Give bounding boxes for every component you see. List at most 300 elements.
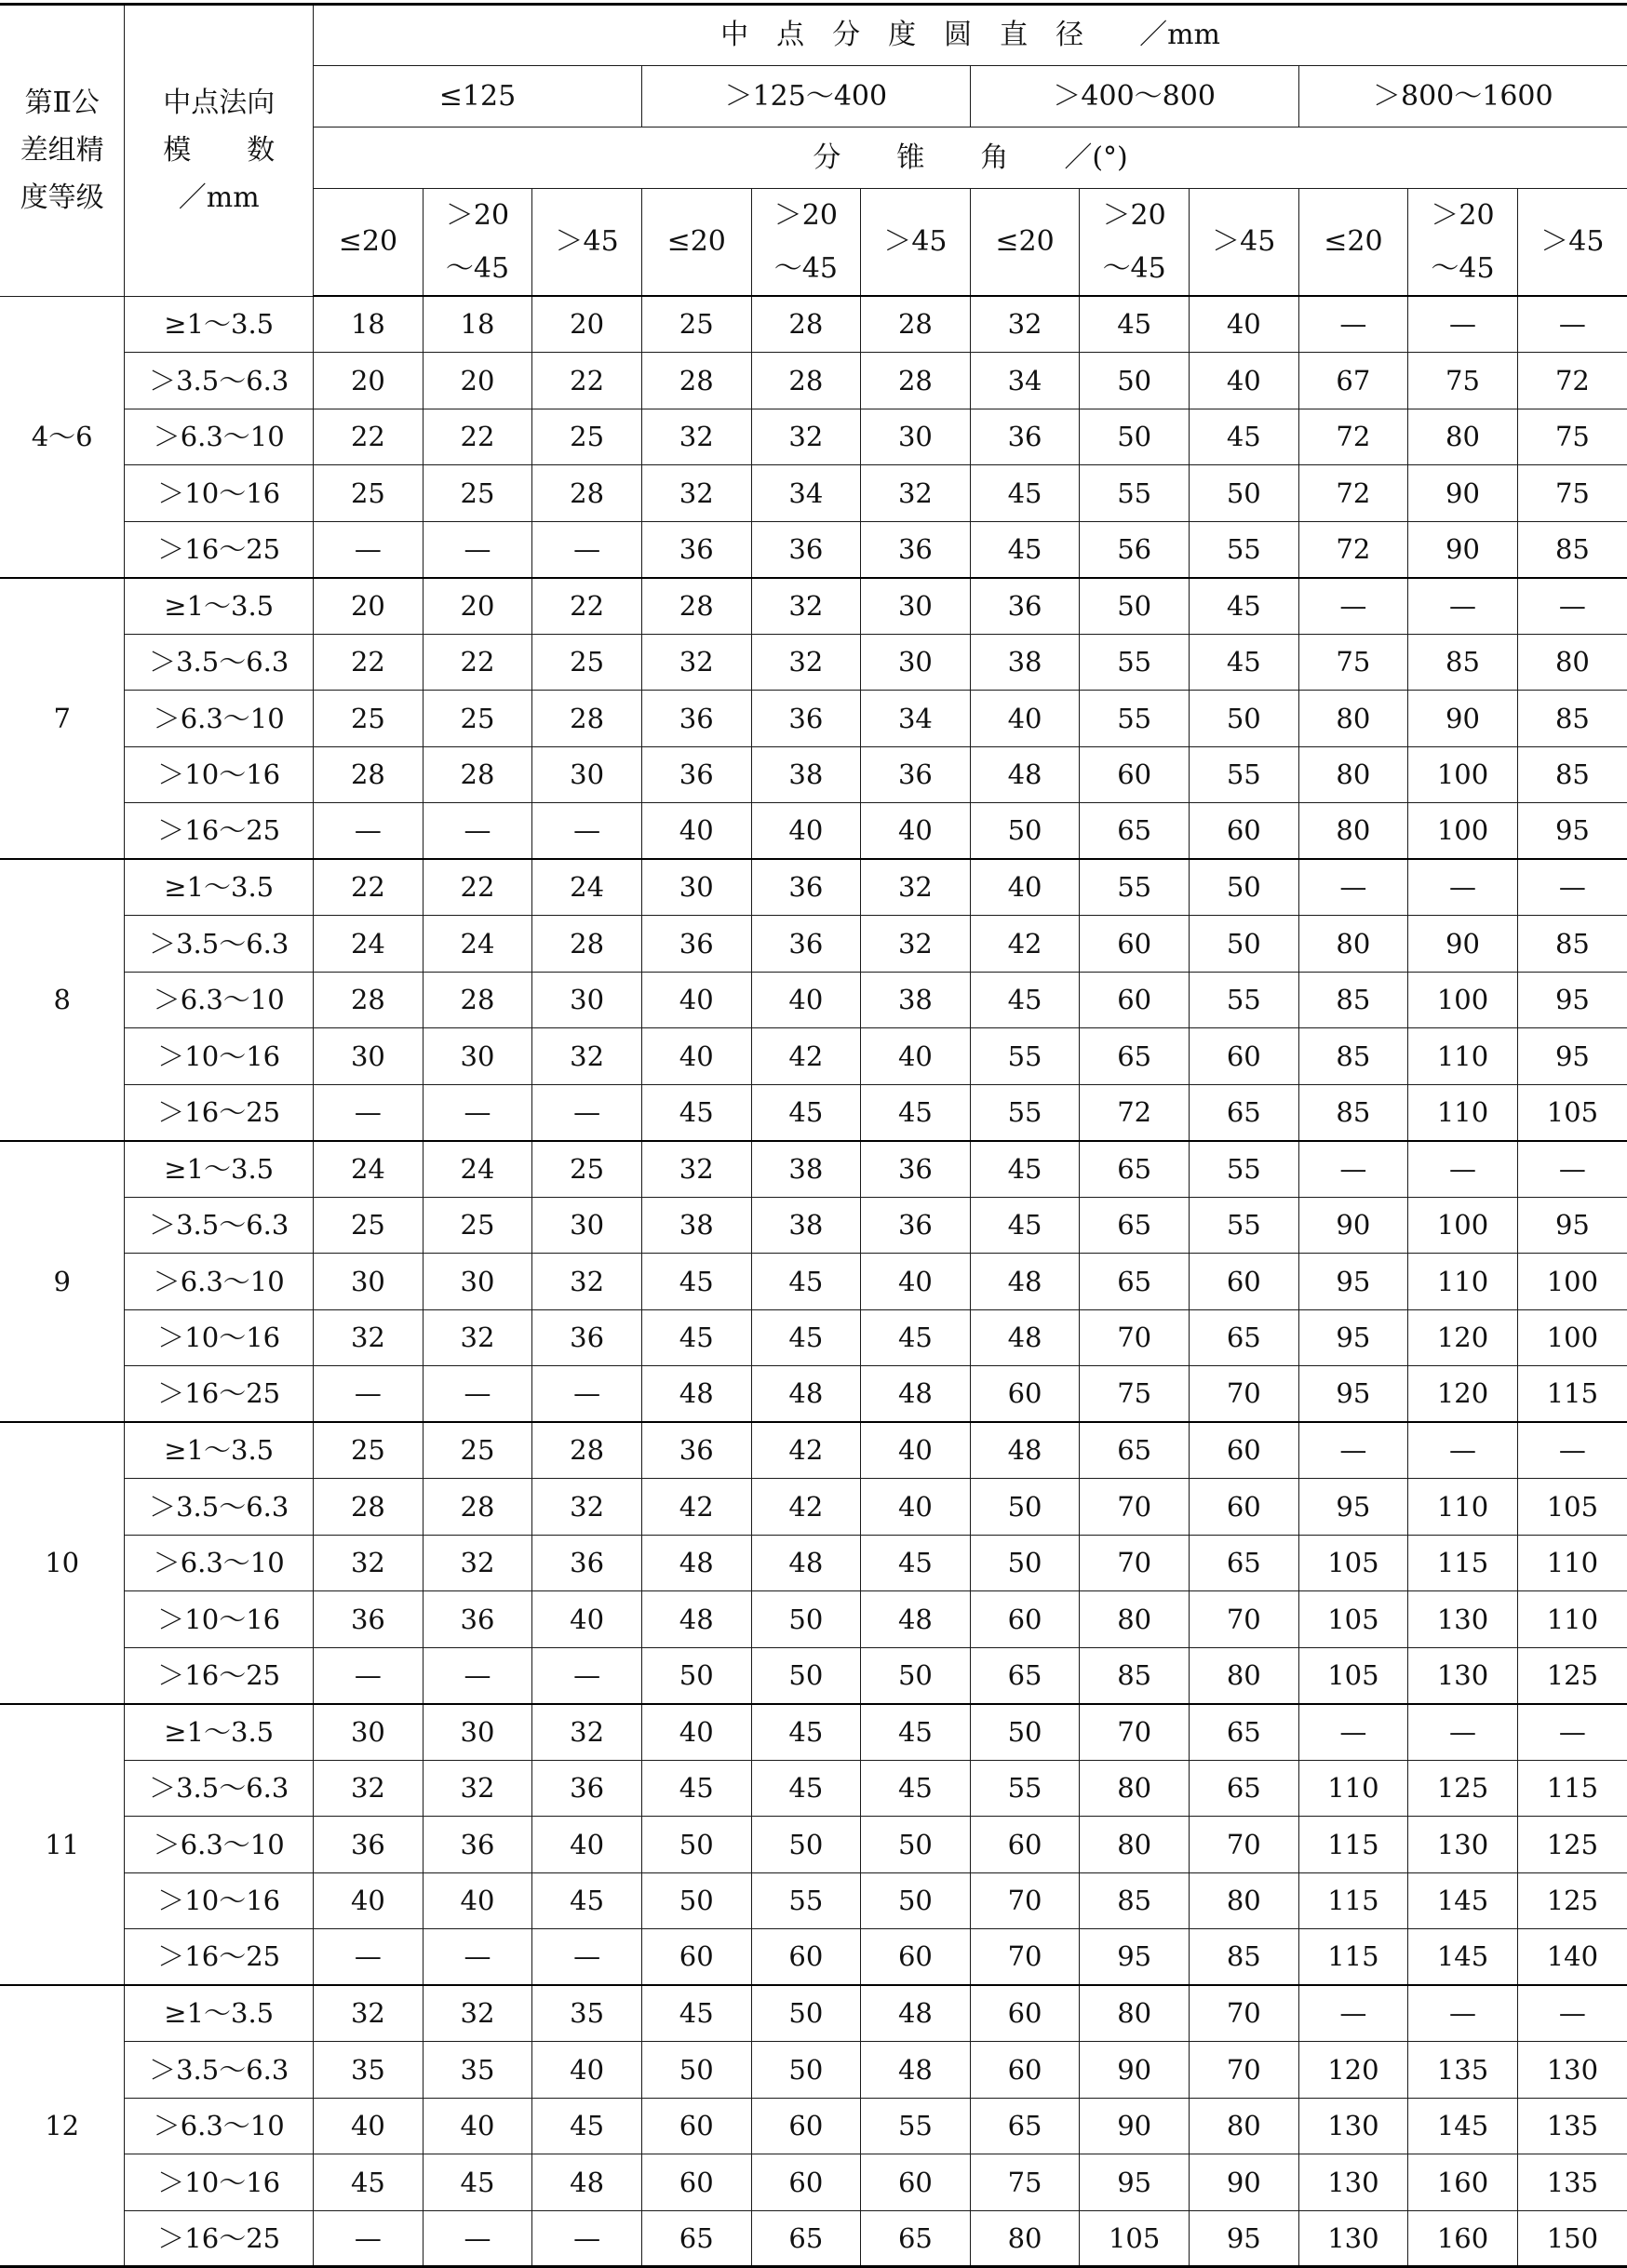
value-cell: —: [532, 2210, 642, 2267]
module-cell: ＞16～25: [125, 1647, 314, 1704]
module-cell: ＞3.5～6.3: [125, 353, 314, 409]
value-cell: 50: [861, 1647, 971, 1704]
value-cell: 36: [532, 1760, 642, 1817]
value-cell: 60: [1189, 1422, 1298, 1479]
value-cell: 25: [532, 1141, 642, 1198]
value-cell: 32: [532, 1479, 642, 1536]
value-cell: 80: [1080, 1985, 1190, 2042]
header-angle-range: [423, 189, 532, 297]
value-cell: 50: [861, 1817, 971, 1873]
value-cell: —: [1408, 578, 1518, 635]
value-cell: 32: [641, 1141, 751, 1198]
value-cell: 32: [641, 465, 751, 522]
value-cell: 36: [641, 746, 751, 803]
value-cell: —: [314, 2210, 424, 2267]
value-cell: 32: [314, 1760, 424, 1817]
value-cell: 40: [532, 1591, 642, 1648]
header-angle-line: ～45: [445, 252, 510, 285]
value-cell: 25: [314, 1422, 424, 1479]
value-cell: 32: [423, 1985, 532, 2042]
value-cell: 45: [861, 1760, 971, 1817]
value-cell: 45: [641, 1309, 751, 1366]
value-cell: 48: [861, 1985, 971, 2042]
value-cell: 35: [314, 2042, 424, 2099]
value-cell: 40: [861, 1028, 971, 1085]
header-angle-line: ～45: [1102, 252, 1166, 285]
value-cell: 130: [1298, 2210, 1408, 2267]
value-cell: 75: [1298, 634, 1408, 691]
value-cell: 65: [970, 1647, 1080, 1704]
table-row: [0, 1760, 1627, 1817]
value-cell: 32: [314, 1535, 424, 1591]
value-cell: 115: [1517, 1366, 1627, 1423]
value-cell: 22: [314, 634, 424, 691]
value-cell: 85: [1298, 1028, 1408, 1085]
value-cell: 65: [970, 2098, 1080, 2154]
header-angle-range: [641, 189, 751, 297]
value-cell: 65: [1080, 1254, 1190, 1310]
value-cell: 75: [970, 2154, 1080, 2211]
value-cell: 30: [532, 972, 642, 1028]
value-cell: 90: [1408, 465, 1518, 522]
table-row: [0, 1479, 1627, 1536]
value-cell: 36: [861, 1197, 971, 1254]
value-cell: 130: [1408, 1817, 1518, 1873]
value-cell: 85: [1408, 634, 1518, 691]
header-angle-line: ＞20: [1431, 199, 1495, 232]
value-cell: 30: [423, 1254, 532, 1310]
value-cell: 60: [641, 2154, 751, 2211]
value-cell: 80: [1298, 691, 1408, 747]
value-cell: 40: [641, 803, 751, 860]
value-cell: —: [532, 1366, 642, 1423]
table-row: [0, 465, 1627, 522]
value-cell: 55: [1080, 634, 1190, 691]
value-cell: 28: [861, 353, 971, 409]
table-row: [0, 1929, 1627, 1986]
value-cell: 36: [861, 521, 971, 578]
value-cell: 65: [1189, 1535, 1298, 1591]
value-cell: —: [1517, 859, 1627, 916]
value-cell: 36: [314, 1591, 424, 1648]
value-cell: 36: [532, 1309, 642, 1366]
table-row: [0, 1872, 1627, 1929]
value-cell: 70: [970, 1929, 1080, 1986]
header-angle-range: [861, 189, 971, 297]
value-cell: 85: [1189, 1929, 1298, 1986]
value-cell: 28: [861, 296, 971, 353]
module-cell: ＞16～25: [125, 2210, 314, 2267]
table-row: [0, 1985, 1627, 2042]
value-cell: 85: [1298, 972, 1408, 1028]
value-cell: 60: [1189, 1028, 1298, 1085]
value-cell: 50: [751, 2042, 861, 2099]
value-cell: 40: [423, 2098, 532, 2154]
value-cell: 45: [861, 1084, 971, 1141]
value-cell: —: [314, 1084, 424, 1141]
value-cell: 20: [423, 353, 532, 409]
value-cell: 135: [1408, 2042, 1518, 2099]
module-cell: ＞6.3～10: [125, 409, 314, 465]
header-module: [125, 5, 314, 297]
value-cell: 90: [1298, 1197, 1408, 1254]
value-cell: 110: [1408, 1479, 1518, 1536]
value-cell: 130: [1517, 2042, 1627, 2099]
table-row: [0, 1591, 1627, 1648]
module-cell: ＞3.5～6.3: [125, 634, 314, 691]
value-cell: 65: [1080, 1422, 1190, 1479]
module-cell: ＞10～16: [125, 1591, 314, 1648]
value-cell: 36: [970, 409, 1080, 465]
table-row: [0, 859, 1627, 916]
value-cell: 120: [1408, 1309, 1518, 1366]
header-diameter-range: ＞400～800: [970, 66, 1298, 127]
module-cell: ＞16～25: [125, 521, 314, 578]
value-cell: 45: [641, 1760, 751, 1817]
value-cell: 70: [1189, 1591, 1298, 1648]
value-cell: —: [1408, 1985, 1518, 2042]
value-cell: 60: [1080, 746, 1190, 803]
value-cell: 160: [1408, 2210, 1518, 2267]
value-cell: 55: [970, 1084, 1080, 1141]
value-cell: 22: [314, 409, 424, 465]
value-cell: 50: [970, 1704, 1080, 1761]
value-cell: 42: [641, 1479, 751, 1536]
module-cell: ＞16～25: [125, 803, 314, 860]
value-cell: 105: [1298, 1647, 1408, 1704]
module-cell: ＞3.5～6.3: [125, 2042, 314, 2099]
value-cell: 95: [1080, 2154, 1190, 2211]
table-row: [0, 521, 1627, 578]
value-cell: 110: [1517, 1591, 1627, 1648]
value-cell: 40: [861, 803, 971, 860]
value-cell: 36: [861, 746, 971, 803]
header-angle-line: ＞45: [1540, 225, 1605, 259]
value-cell: 100: [1408, 1197, 1518, 1254]
value-cell: 55: [1189, 1197, 1298, 1254]
value-cell: 125: [1517, 1817, 1627, 1873]
value-cell: 32: [314, 1309, 424, 1366]
value-cell: 28: [423, 972, 532, 1028]
value-cell: 95: [1298, 1309, 1408, 1366]
value-cell: 60: [970, 1817, 1080, 1873]
value-cell: 55: [1080, 691, 1190, 747]
value-cell: 36: [751, 521, 861, 578]
value-cell: 115: [1408, 1535, 1518, 1591]
value-cell: 45: [970, 972, 1080, 1028]
header-diameter-range: ≤125: [314, 66, 642, 127]
header-angle-range: [970, 189, 1080, 297]
module-cell: ＞6.3～10: [125, 1535, 314, 1591]
value-cell: 80: [1080, 1591, 1190, 1648]
value-cell: 150: [1517, 2210, 1627, 2267]
value-cell: 115: [1298, 1817, 1408, 1873]
value-cell: 100: [1408, 746, 1518, 803]
value-cell: 22: [423, 409, 532, 465]
header-module-line: ／mm: [178, 181, 260, 215]
table-row: [0, 1309, 1627, 1366]
value-cell: 28: [751, 296, 861, 353]
value-cell: 42: [751, 1479, 861, 1536]
value-cell: 55: [1189, 746, 1298, 803]
value-cell: 40: [1189, 296, 1298, 353]
value-cell: 30: [423, 1028, 532, 1085]
value-cell: 38: [861, 972, 971, 1028]
module-cell: ＞10～16: [125, 746, 314, 803]
value-cell: 48: [970, 1309, 1080, 1366]
value-cell: 48: [532, 2154, 642, 2211]
value-cell: 48: [641, 1366, 751, 1423]
header-module-line: 模 数: [163, 134, 276, 168]
value-cell: 95: [1517, 803, 1627, 860]
value-cell: —: [314, 803, 424, 860]
value-cell: —: [1298, 1422, 1408, 1479]
module-cell: ＞6.3～10: [125, 972, 314, 1028]
value-cell: 38: [751, 1141, 861, 1198]
header-grade-line: 度等级: [20, 181, 104, 215]
value-cell: 32: [423, 1760, 532, 1817]
value-cell: 65: [1189, 1084, 1298, 1141]
value-cell: 32: [532, 1704, 642, 1761]
value-cell: 48: [751, 1366, 861, 1423]
value-cell: 130: [1408, 1591, 1518, 1648]
value-cell: 30: [314, 1028, 424, 1085]
module-cell: ＞3.5～6.3: [125, 916, 314, 973]
header-grade: [0, 5, 125, 297]
value-cell: 85: [1517, 916, 1627, 973]
header-grade-line: 第Ⅱ公: [24, 87, 100, 120]
value-cell: 95: [1298, 1479, 1408, 1536]
value-cell: 100: [1517, 1309, 1627, 1366]
value-cell: 115: [1517, 1760, 1627, 1817]
value-cell: —: [532, 1929, 642, 1986]
value-cell: 50: [861, 1872, 971, 1929]
table-row: [0, 634, 1627, 691]
table-row: [0, 409, 1627, 465]
value-cell: 50: [751, 1591, 861, 1648]
value-cell: —: [1517, 1985, 1627, 2042]
value-cell: 30: [861, 634, 971, 691]
value-cell: 85: [1517, 521, 1627, 578]
header-angle-line: ～45: [773, 252, 838, 285]
value-cell: 60: [1189, 803, 1298, 860]
module-cell: ＞10～16: [125, 1028, 314, 1085]
value-cell: —: [1298, 296, 1408, 353]
value-cell: 85: [1298, 1084, 1408, 1141]
table-row: [0, 1141, 1627, 1198]
value-cell: 95: [1080, 1929, 1190, 1986]
value-cell: 85: [1517, 691, 1627, 747]
value-cell: 95: [1517, 1197, 1627, 1254]
value-cell: 45: [1080, 296, 1190, 353]
value-cell: 95: [1517, 1028, 1627, 1085]
value-cell: 45: [1189, 578, 1298, 635]
value-cell: 80: [1298, 916, 1408, 973]
value-cell: 40: [423, 1872, 532, 1929]
value-cell: —: [423, 1647, 532, 1704]
value-cell: 55: [1189, 521, 1298, 578]
value-cell: 67: [1298, 353, 1408, 409]
grade-cell: 9: [0, 1141, 125, 1423]
value-cell: 130: [1298, 2098, 1408, 2154]
value-cell: 36: [641, 521, 751, 578]
value-cell: 45: [751, 1309, 861, 1366]
value-cell: 25: [423, 1422, 532, 1479]
table-row: [0, 2210, 1627, 2267]
value-cell: 45: [861, 1535, 971, 1591]
value-cell: 34: [861, 691, 971, 747]
value-cell: —: [314, 1929, 424, 1986]
header-angle-line: ＞45: [883, 225, 948, 259]
value-cell: 48: [751, 1535, 861, 1591]
table-row: [0, 1084, 1627, 1141]
value-cell: 32: [641, 634, 751, 691]
value-cell: 38: [751, 746, 861, 803]
value-cell: 60: [861, 1929, 971, 1986]
value-cell: 20: [423, 578, 532, 635]
value-cell: 40: [641, 1704, 751, 1761]
value-cell: 60: [751, 2154, 861, 2211]
value-cell: 70: [1189, 1985, 1298, 2042]
value-cell: 105: [1517, 1479, 1627, 1536]
table-row: [0, 1422, 1627, 1479]
value-cell: 95: [1517, 972, 1627, 1028]
value-cell: —: [423, 521, 532, 578]
value-cell: 42: [970, 916, 1080, 973]
value-cell: 85: [1517, 746, 1627, 803]
value-cell: 120: [1408, 1366, 1518, 1423]
value-cell: 48: [641, 1591, 751, 1648]
value-cell: 100: [1408, 803, 1518, 860]
value-cell: 50: [1080, 578, 1190, 635]
header-angle-line: ≤20: [666, 225, 726, 259]
value-cell: —: [532, 1647, 642, 1704]
value-cell: 60: [1189, 1479, 1298, 1536]
value-cell: 110: [1408, 1084, 1518, 1141]
value-cell: 45: [970, 521, 1080, 578]
value-cell: —: [423, 1929, 532, 1986]
value-cell: 36: [970, 578, 1080, 635]
value-cell: —: [1298, 859, 1408, 916]
value-cell: 24: [423, 916, 532, 973]
value-cell: 20: [314, 353, 424, 409]
value-cell: 28: [314, 746, 424, 803]
value-cell: 36: [861, 1141, 971, 1198]
value-cell: 60: [1189, 1254, 1298, 1310]
value-cell: 55: [861, 2098, 971, 2154]
value-cell: 45: [423, 2154, 532, 2211]
value-cell: —: [1517, 1422, 1627, 1479]
value-cell: 105: [1298, 1591, 1408, 1648]
table-row: [0, 296, 1627, 353]
value-cell: 50: [1189, 859, 1298, 916]
header-angle-range: [532, 189, 642, 297]
value-cell: 60: [970, 2042, 1080, 2099]
value-cell: —: [1408, 296, 1518, 353]
value-cell: 34: [751, 465, 861, 522]
value-cell: 50: [970, 803, 1080, 860]
header-cone-title: 分 锥 角 ／(°): [314, 127, 1627, 189]
value-cell: —: [1408, 1141, 1518, 1198]
value-cell: 45: [970, 1141, 1080, 1198]
value-cell: 65: [641, 2210, 751, 2267]
module-cell: ＞16～25: [125, 1366, 314, 1423]
value-cell: 45: [641, 1254, 751, 1310]
value-cell: 28: [532, 916, 642, 973]
value-cell: 72: [1298, 409, 1408, 465]
value-cell: 95: [1189, 2210, 1298, 2267]
table-row: [0, 2042, 1627, 2099]
value-cell: —: [1408, 1422, 1518, 1479]
value-cell: 32: [641, 409, 751, 465]
value-cell: 60: [641, 1929, 751, 1986]
table-row: [0, 2098, 1627, 2154]
header-diameter-range: ＞125～400: [641, 66, 970, 127]
module-cell: ≥1～3.5: [125, 1422, 314, 1479]
value-cell: 90: [1189, 2154, 1298, 2211]
table-row: [0, 1197, 1627, 1254]
table-row: [0, 578, 1627, 635]
value-cell: 70: [1080, 1704, 1190, 1761]
value-cell: —: [1517, 1704, 1627, 1761]
value-cell: 115: [1298, 1872, 1408, 1929]
value-cell: 65: [1189, 1704, 1298, 1761]
value-cell: 25: [423, 1197, 532, 1254]
value-cell: 32: [751, 409, 861, 465]
value-cell: 45: [1189, 409, 1298, 465]
value-cell: 40: [641, 972, 751, 1028]
value-cell: 60: [1080, 972, 1190, 1028]
value-cell: 24: [314, 1141, 424, 1198]
module-cell: ＞3.5～6.3: [125, 1760, 314, 1817]
value-cell: 60: [970, 1591, 1080, 1648]
value-cell: 22: [423, 859, 532, 916]
value-cell: 36: [751, 859, 861, 916]
value-cell: 70: [1080, 1535, 1190, 1591]
value-cell: 25: [423, 465, 532, 522]
value-cell: 45: [861, 1704, 971, 1761]
value-cell: 75: [1408, 353, 1518, 409]
value-cell: 50: [1189, 691, 1298, 747]
value-cell: 105: [1080, 2210, 1190, 2267]
value-cell: 28: [532, 1422, 642, 1479]
value-cell: —: [532, 803, 642, 860]
value-cell: 70: [1080, 1309, 1190, 1366]
value-cell: 65: [1189, 1309, 1298, 1366]
value-cell: 135: [1517, 2154, 1627, 2211]
value-cell: 30: [532, 1197, 642, 1254]
value-cell: 48: [970, 746, 1080, 803]
value-cell: 36: [641, 1422, 751, 1479]
value-cell: 72: [1298, 465, 1408, 522]
value-cell: 32: [861, 916, 971, 973]
value-cell: 72: [1517, 353, 1627, 409]
value-cell: 45: [314, 2154, 424, 2211]
value-cell: 22: [423, 634, 532, 691]
value-cell: 40: [532, 1817, 642, 1873]
module-cell: ＞6.3～10: [125, 691, 314, 747]
header-diameter-title: 中 点 分 度 圆 直 径 ／mm: [314, 5, 1627, 66]
value-cell: 80: [1298, 746, 1408, 803]
value-cell: 48: [861, 2042, 971, 2099]
value-cell: 105: [1298, 1535, 1408, 1591]
value-cell: 32: [532, 1254, 642, 1310]
value-cell: 160: [1408, 2154, 1518, 2211]
value-cell: 45: [532, 2098, 642, 2154]
value-cell: 145: [1408, 2098, 1518, 2154]
value-cell: 32: [861, 859, 971, 916]
value-cell: 45: [861, 1309, 971, 1366]
